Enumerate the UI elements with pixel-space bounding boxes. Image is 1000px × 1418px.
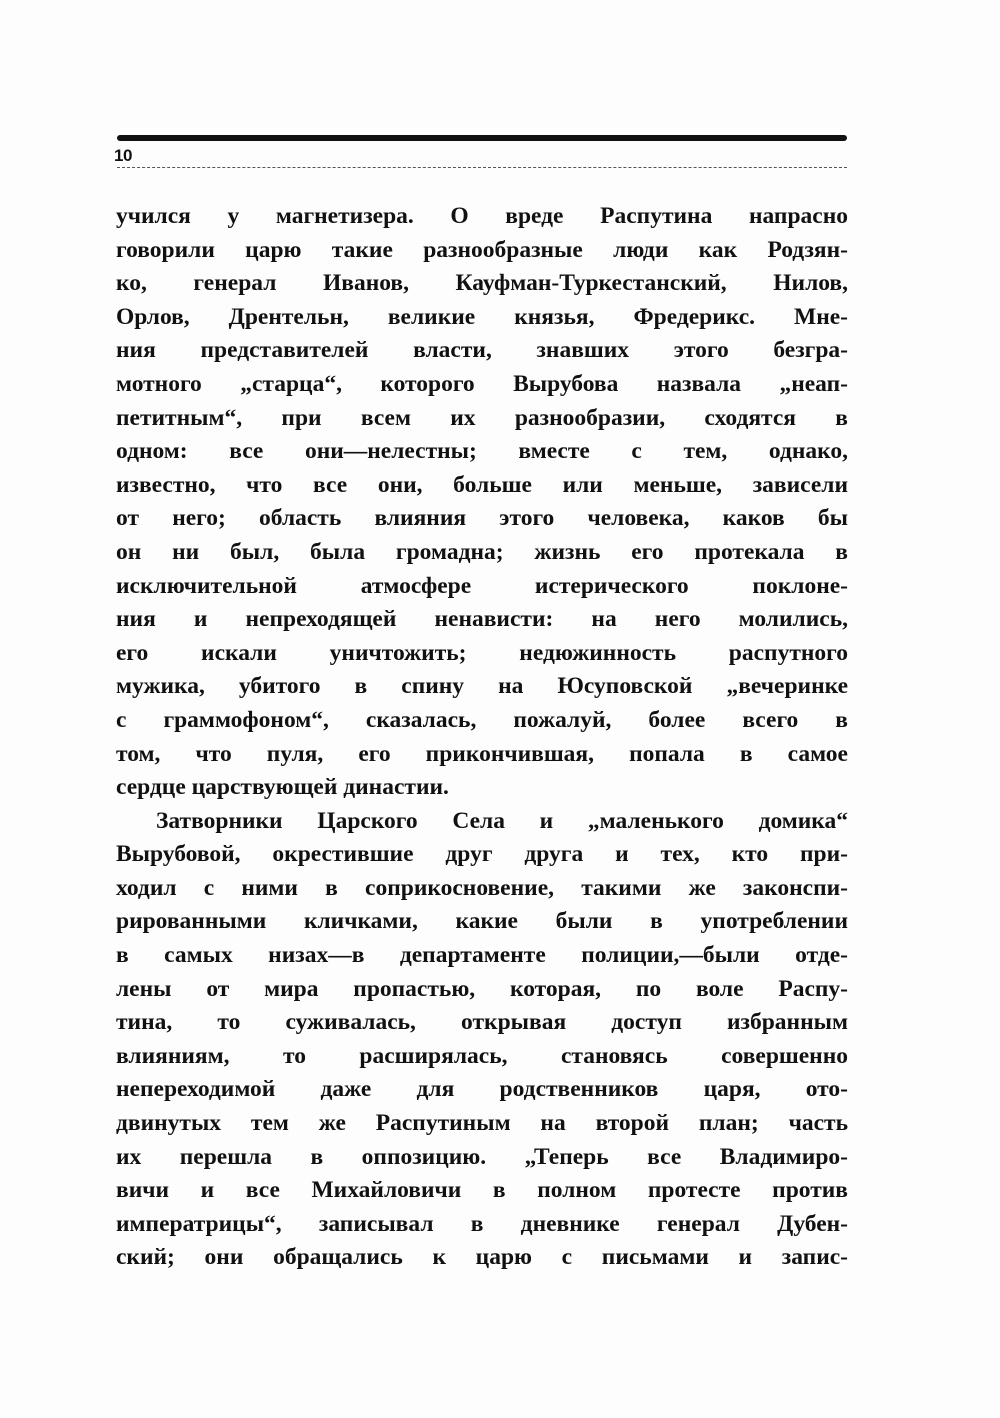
text-line: тина, то суживалась, открывая доступ избранным <box>116 1009 848 1036</box>
text-line: в самых низах—в департаменте полиции,—были отде- <box>116 942 848 969</box>
text-line: мужика, убитого в спину на Юсуповской „вечеринке <box>116 673 848 700</box>
text-line: говорили царю такие разнообразные люди как Родзян- <box>116 236 848 263</box>
text-line: ния представителей власти, знавших этого безгра- <box>116 337 848 364</box>
header-rule-thick <box>117 135 847 141</box>
text-line: ния и непреходящей ненависти: на него молились, <box>116 606 848 633</box>
text-line: двинутых тем же Распутиным на второй план; часть <box>116 1110 848 1137</box>
text-line: их перешла в оппозицию. „Теперь все Владимиро- <box>116 1143 848 1170</box>
text-line: одном: все они—нелестны; вместе с тем, однако, <box>116 438 848 465</box>
text-line: том, что пуля, его прикончившая, попала в самое <box>116 740 848 767</box>
text-line: сердце царствующей династии. <box>116 774 449 801</box>
text-line: петитным“, при всем их разнообразии, сходятся в <box>116 404 848 431</box>
text-line: известно, что все они, больше или меньше, зависели <box>116 471 848 498</box>
text-line: ходил с ними в соприкосновение, такими же законспи- <box>116 874 848 901</box>
text-line: ский; они обращались к царю с письмами и запис- <box>116 1244 848 1271</box>
text-line: лены от мира пропастью, которая, по воле Распу- <box>116 975 848 1002</box>
text-line: от него; область влияния этого человека, каков бы <box>116 505 848 532</box>
text-line: вичи и все Михайловичи в полном протесте против <box>116 1177 848 1204</box>
text-line: ко, генерал Иванов, Кауфман-Туркестанский, Нилов, <box>116 270 848 297</box>
text-line: Вырубовой, окрестившие друг друга и тех, кто при- <box>116 841 848 868</box>
text-line: непереходимой даже для родственников царя, ото- <box>116 1076 848 1103</box>
page-number: 10 <box>114 146 132 165</box>
body-text <box>116 200 848 1275</box>
text-line: императрицы“, записывал в дневнике генерал Дубен- <box>116 1210 848 1237</box>
text-line: исключительной атмосфере истерического поклоне- <box>116 572 848 599</box>
text-line: его искали уничтожить; недюжинность распутного <box>116 639 848 666</box>
text-line: рированными кличками, какие были в употреблении <box>116 908 848 935</box>
text-line: мотного „старца“, которого Вырубова назвала „неап- <box>116 370 848 397</box>
text-line: влияниям, то расширялась, становясь совершенно <box>116 1042 848 1069</box>
text-line: учился у магнетизера. О вреде Распутина напрасно <box>116 203 848 229</box>
text-line: Затворники Царского Села и „маленького домика“ <box>156 807 848 834</box>
text-line: он ни был, была громадна; жизнь его протекала в <box>116 538 848 565</box>
text-line: Орлов, Дрентельн, великие князья, Фредерикс. Мне- <box>116 303 848 330</box>
header-rule-thin <box>117 167 847 168</box>
text-line: с граммофоном“, сказалась, пожалуй, более всего в <box>116 706 848 733</box>
